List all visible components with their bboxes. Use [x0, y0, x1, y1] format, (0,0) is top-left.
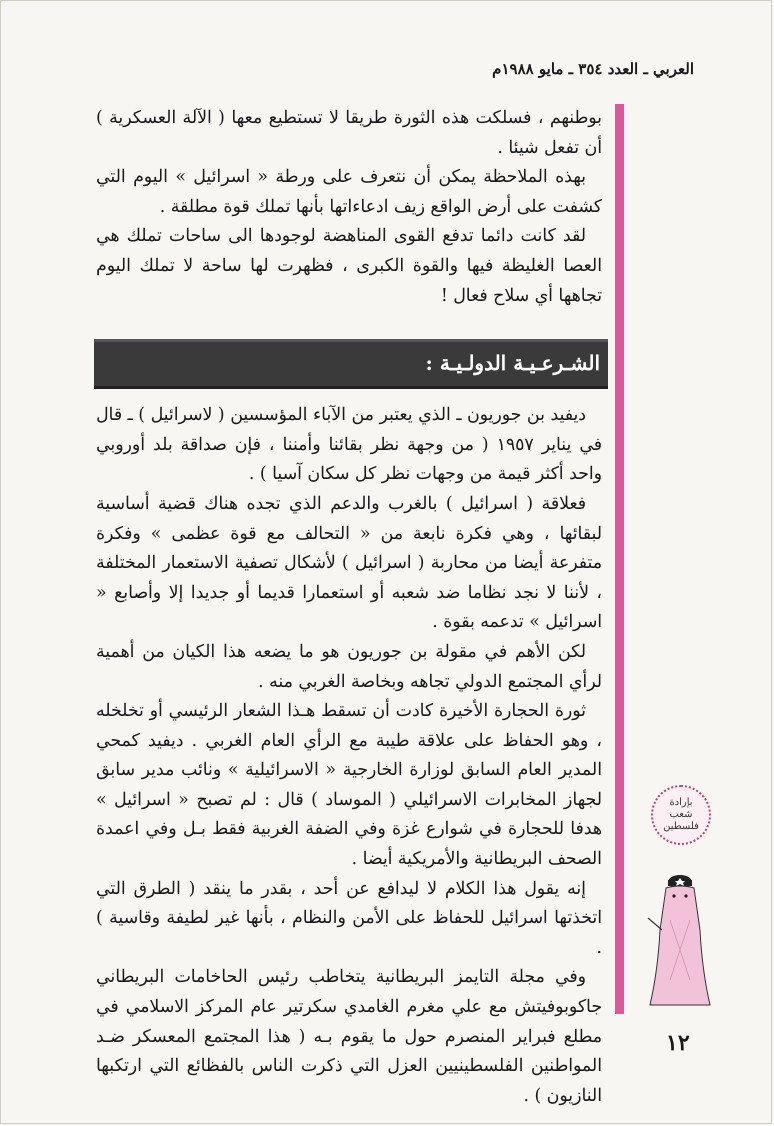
campaign-badge: [651, 785, 711, 845]
running-head: العربي ـ العدد ٣٥٤ ـ مايو ١٩٨٨م: [492, 60, 694, 78]
paragraph: بوطنهم ، فسلكت هذه الثورة طريقا لا تستطيع معها ( الآلة العسكرية ) أن تفعل شيئا .: [96, 108, 602, 158]
paragraph: ديفيد بن جوريون ـ الذي يعتبر من الآباء المؤسسين ( لاسرائيل ) ـ قال في يناير ١٩٥٧ ( من وجهة نظر بقائنا وأمننا ، فإن صداقة بلد أوروبي واحد أكثر قيمة من وجهات نظر كل سكان آسيا ) .: [96, 405, 602, 485]
paragraph: فعلاقة ( اسرائيل ) بالغرب والدعم الذي تجده هناك قضية أساسية لبقائها ، وهي فكرة نابعة من « التحالف مع قوة عظمى » وفكرة متفرعة أيضا من محاربة ( اسرائيل ) لأشكال تصفية الاستعمار المختلفة ، لأننا لا نجد نظاما ضد شعبه أو استعمارا قديما أو جديدا إلا وأصابع « اسرائيل » تدعمه بقوة .: [96, 493, 602, 633]
badge-line: فلسطين: [663, 821, 699, 832]
paragraph: بهذه الملاحظة يمكن أن نتعرف على ورطة « اسرائيل » اليوم التي كشفت على أرض الواقع زيف ادعاءاتها بأنها تملك قوة مطلقة .: [96, 167, 602, 217]
paragraph: لكن الأهم في مقولة بن جوريون هو ما يضعه هذا الكيان من أهمية لرأي المجتمع الدولي تجاهه وبخاصة الغربي منه .: [96, 641, 602, 692]
section-heading: [94, 339, 608, 389]
page-number: ١٢: [666, 1030, 690, 1056]
badge-line: بإرادة: [669, 797, 693, 808]
paragraph: وفي مجلة التايمز البريطانية يتخاطب رئيس الحاخامات البريطاني جاكوبوفيتش مع علي مغرم الغامدي سكرتير عام المركز الاسلامي في مطلع فبراير المنصرم حول ما يقوم بـه ( هذا المجتمع المعسكر ضـد المواطنين الفلسطينيين العزل التي ذكرت الناس بالفظائع التي ارتكبها النازيون ) .: [96, 967, 602, 1106]
article-column: [96, 104, 602, 1111]
stone-thrower-illustration: [640, 870, 720, 1010]
accent-bar: [615, 104, 624, 1014]
paragraph: لقد كانت دائما تدفع القوى المناهضة لوجودها الى ساحات تملك هي العصا الغليظة فيها والقوة الكبرى ، فظهرت لها ساحة لا تملك اليوم تجاهها أي سلاح فعال !: [96, 226, 602, 306]
badge-line: شعب: [669, 809, 693, 820]
paragraph: إنه يقول هذا الكلام لا ليدافع عن أحد ، بقدر ما ينقد ( الطرق التي اتخذتها اسرائيل للحفاظ على الأمن والنظام ، بأنها غير لطيفة وقاسية ) .: [96, 878, 602, 958]
section-heading-text: الشـرعـيـة الدولـيـة :: [425, 351, 600, 376]
paragraph: ثورة الحجارة الأخيرة كادت أن تسقط هـذا الشعار الرئيسي أو تخلخله ، وهو الحفاظ على علاقة طيبة مع الرأي العام الغربي . ديفيد كمحي المدير العام السابق لوزارة الخارجية « الاسرائيلية » ونائب مدير سابق لجهاز المخابرات الاسرائيلي ( الموساد ) قال : لم تصبح « اسرائيل » هدفا للحجارة في شوارع غزة وفي الضفة الغربية فقط بـل وفي اعمدة الصحف البريطانية والأمريكية أيضا .: [96, 701, 602, 870]
